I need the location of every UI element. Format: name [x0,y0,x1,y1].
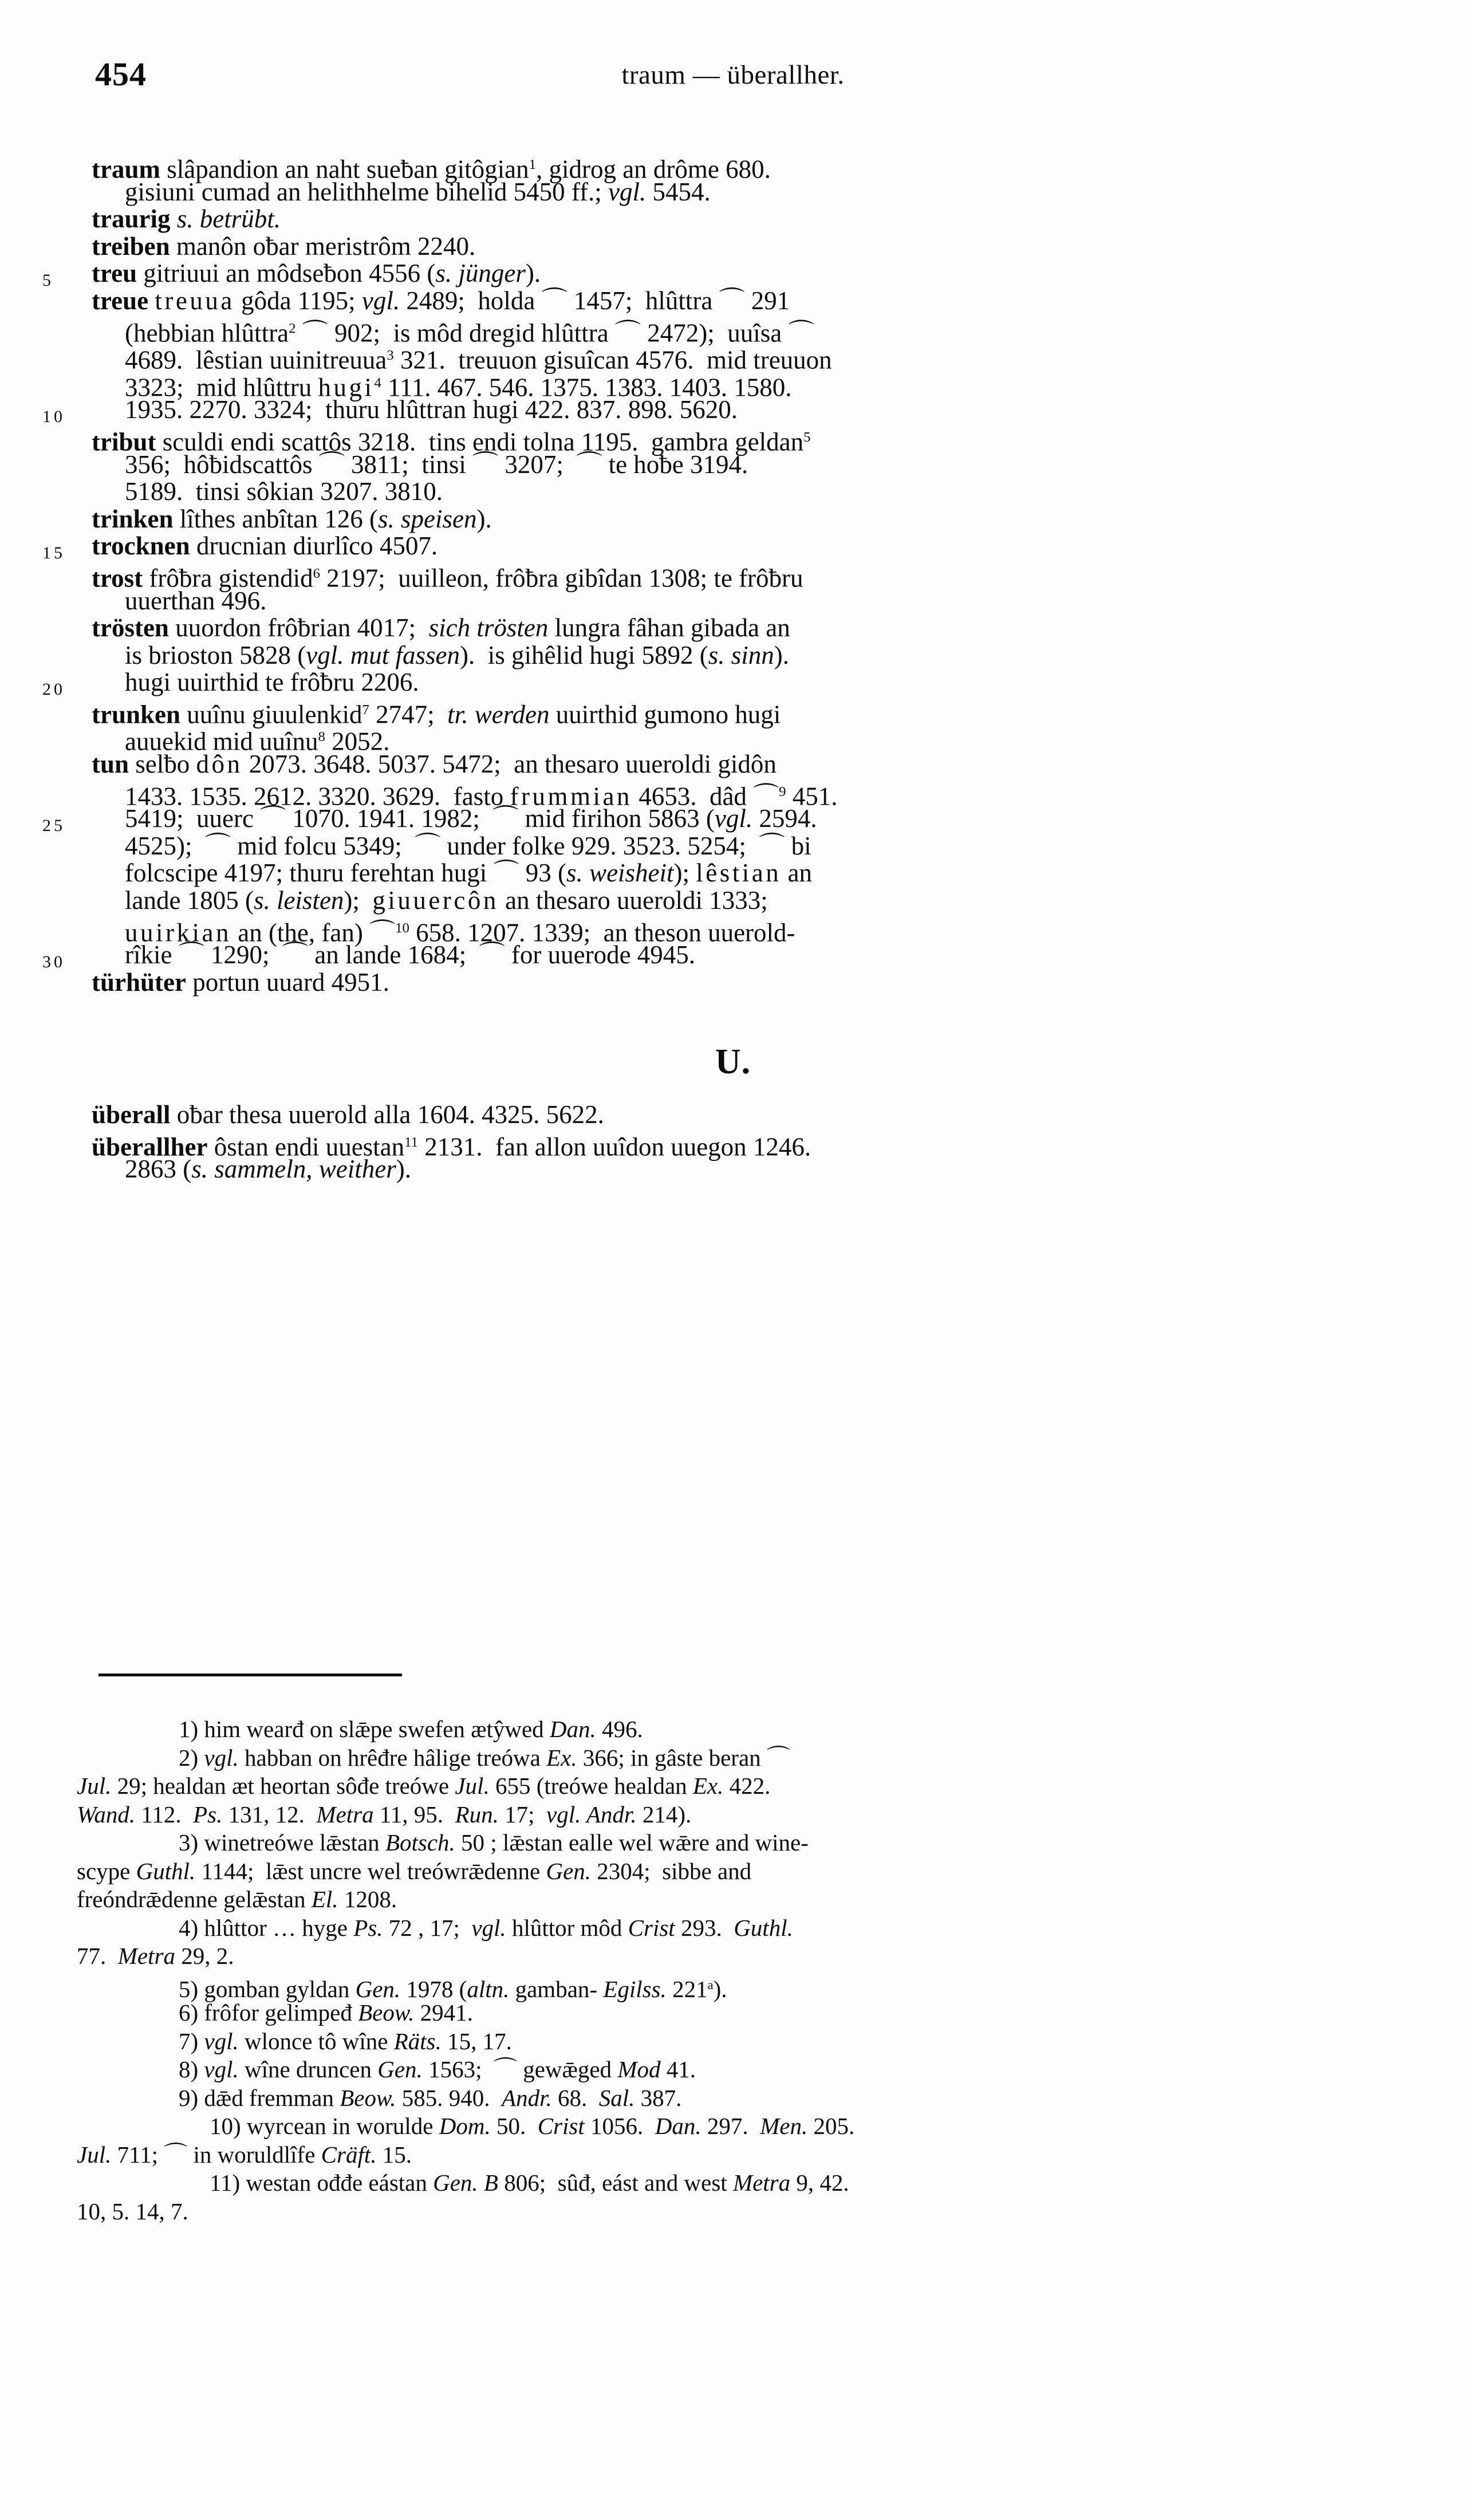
line-text: (hebbian hlûttra$^2$ ⌒ 902; is môd dregid hlûttra ⌒ 2472); uuîsa ⌒ [125,318,814,347]
footnote-line [0,2199,1466,2228]
line-text: tribut sculdi endi scattôs 3218. tins endi tolna 1195. gambra geldan$^5$ [92,427,811,456]
footnote-line [0,2086,1466,2115]
footnote-line [0,1746,1466,1774]
line-text: 5) gomban gyldan Gen. 1978 (altn. gamban- Egilss. 221$^a$). [179,1975,727,2002]
line-text: trinken lîthes anbîtan 126 (s. speisen). [92,504,492,533]
page-header [0,55,1466,95]
glossary-line [0,804,1466,836]
line-text: 3323; mid hlûttru hugi$^4$ 111. 467. 546. 1375. 1383. 1403. 1580. [125,373,792,402]
glossary-line [0,750,1466,781]
glossary-line [0,917,1466,947]
glossary-line [0,562,1466,593]
glossary-line [0,886,1466,917]
line-text: rîkie ⌒ 1290; ⌒ an lande 1684; ⌒ for uuerode 4945. [125,940,696,970]
line-text: trost frôƀra gistendid$^6$ 2197; uuilleon, frôƀra gibîdan 1308; te frôƀru [92,564,803,593]
line-text: 1935. 2270. 3324; thuru hlûttran hugi 422. 837. 898. 5620. [125,395,738,424]
line-text: überall oƀar thesa uuerold alla 1604. 4325. 5622. [92,1100,604,1129]
line-text: gisiuni cumad an helithhelme bihelid 5450 ff.; vgl. 5454. [125,177,711,206]
section-entries [0,1100,1466,1186]
line-text: freóndrǣdenne gelǣstan El. 1208. [77,1886,397,1912]
footnote-line [0,2114,1466,2143]
footnote-line [0,1802,1466,1831]
line-text: 1433. 1535. 2612. 3320. 3629. fasto frummian 4653. dâd ⌒$^9$ 451. [125,782,838,810]
glossary-line [0,531,1466,563]
footnote-line [0,1717,1466,1746]
line-text: hugi uuirthid te frôƀru 2206. [125,668,419,697]
footnote-line [0,2143,1466,2171]
line-text: 356; hôƀidscattôs ⌒ 3811; tinsi ⌒ 3207; ⌒ te hoƀe 3194. [125,450,748,479]
line-text: 6) frôfor gelimpeđ Beow. 2941. [179,1999,473,2026]
footnote-line [0,1859,1466,1888]
line-number: 10 [42,407,65,427]
glossary-line [0,450,1466,481]
glossary-line [0,613,1466,644]
line-text: trunken uuînu giuulenkid$^7$ 2747; tr. werden uuirthid gumono hugi [92,700,781,729]
glossary-line [0,259,1466,290]
line-text: trösten uuordon frôƀrian 4017; sich trösten lungra fâhan gibada an [92,613,790,643]
glossary-line [0,231,1466,263]
line-text: treue treuua gôda 1195; vgl. 2489; holda ⌒ 1457; hlûttra ⌒ 291 [92,286,790,315]
glossary-line [0,967,1466,999]
line-text: 1) him wearđ on slǣpe swefen ætŷwed Dan. 496. [179,1716,643,1742]
running-head: traum — überallher. [621,60,845,90]
footnote-line [0,1944,1466,1972]
glossary-line [0,426,1466,454]
footnote-separator-rule [98,1674,402,1676]
glossary-line [0,395,1466,427]
footnote-line [0,2057,1466,2086]
line-text: traurig s. betrübt. [92,204,281,234]
glossary-line [0,344,1466,375]
line-text: 10, 5. 14, 7. [77,2198,188,2224]
footnote-line [0,2001,1466,2029]
line-text: 8) vgl. wîne druncen Gen. 1563; ⌒ gewǣged Mod 41. [179,2056,696,2082]
footnote-line [0,2171,1466,2199]
glossary-line [0,699,1466,729]
footnote-line [0,1830,1466,1859]
glossary-line [0,668,1466,699]
footnote-line [0,2029,1466,2058]
glossary-line [0,831,1466,863]
line-text: Jul. 711; ⌒ in woruldlîfe Cräft. 15. [77,2141,412,2168]
section-entry-line [0,1100,1466,1131]
glossary-line [0,726,1466,756]
footnote-block [0,1717,1466,2227]
glossary-line [0,317,1466,345]
line-text: türhüter portun uuard 4951. [92,967,389,997]
line-text: Jul. 29; healdan æt heortan sôđe treówe Jul. 655 (treówe healdan Ex. 422. [77,1773,771,1799]
line-text: uuirkian an (the, fan) ⌒$^{10}$ 658. 1207. 1339; an theson uuerold- [125,918,795,947]
section-entry-line [0,1155,1466,1186]
section-letter-heading: U. [715,1042,751,1081]
line-text: 5189. tinsi sôkian 3207. 3810. [125,477,443,506]
line-text: 4) hlûttor … hyge Ps. 72 , 17; vgl. hlûttor môd Crist 293. Guthl. [179,1914,793,1941]
glossary-line [0,286,1466,317]
footnote-line [0,1887,1466,1916]
line-text: 77. Metra 29, 2. [77,1943,234,1969]
line-text: folcscipe 4197; thuru ferehtan hugi ⌒ 93 (s. weisheit); lêstian an [125,859,812,888]
line-text: tun selƀo dôn 2073. 3648. 5037. 5472; an thesaro uueroldi gidôn [92,750,777,779]
line-text: 3) winetreówe lǣstan Botsch. 50 ; lǣstan ealle wel wǣre and wine- [179,1829,809,1856]
line-number: 15 [42,544,65,563]
line-text: 5419; uuerc ⌒ 1070. 1941. 1982; ⌒ mid firihon 5863 (vgl. 2594. [125,804,817,833]
line-text: treiben manôn oƀar meristrôm 2240. [92,231,476,261]
line-text: traum slâpandion an naht sueƀan gitôgian$^1$, gidrog an drôme 680. [92,155,771,184]
glossary-line [0,640,1466,672]
glossary-line [0,859,1466,889]
footnote-line [0,1774,1466,1802]
line-text: 10) wyrcean in worulde Dom. 50. Crist 1056. Dan. 297. Men. 205. [210,2113,855,2139]
line-text: is brioston 5828 (vgl. mut fassen). is gihêlid hugi 5892 (s. sinn). [125,640,789,670]
glossary-line [0,153,1466,184]
line-text: überallher ôstan endi uuestan$^{11}$ 2131. fan allon uuîdon uuegon 1246. [92,1132,811,1161]
line-text: lande 1805 (s. leisten); giuuercôn an thesaro uueroldi 1333; [125,886,768,915]
line-text: 2863 (s. sammeln, weither). [125,1155,411,1184]
footnote-line [0,1972,1466,2001]
glossary-line [0,781,1466,808]
line-number: 30 [42,952,65,972]
line-number: 20 [42,680,65,699]
line-text: 4525); ⌒ mid folcu 5349; ⌒ under folke 929. 3523. 5254; ⌒ bi [125,831,811,860]
glossary-line [0,504,1466,536]
line-text: 2) vgl. habban on hrêđre hâlige treówa Ex. 366; in gâste beran ⌒ [179,1744,790,1771]
glossary-body [0,153,1466,998]
glossary-line [0,586,1466,617]
line-text: 7) vgl. wlonce tô wîne Räts. 15, 17. [179,2027,512,2054]
line-text: uuerthan 496. [125,586,267,615]
line-text: scype Guthl. 1144; lǣst uncre wel treówrǣdenne Gen. 2304; sibbe and [77,1857,752,1884]
line-text: 9) dǣd fremman Beow. 585. 940. Andr. 68. Sal. 387. [179,2084,682,2111]
line-text: Wand. 112. Ps. 131, 12. Metra 11, 95. Run. 17; vgl. Andr. 214). [77,1801,692,1828]
line-text: trocknen drucnian diurlîco 4507. [92,531,438,561]
line-text: 11) westan ođđe eástan Gen. B 806; sûđ, eást and west Metra 9, 42. [210,2169,849,2196]
line-text: 4689. lêstian uuinitreuua$^3$ 321. treuuon gisuîcan 4576. mid treuuon [125,345,832,375]
line-text: treu gitriuui an môdseƀon 4556 (s. jünger). [92,259,541,288]
glossary-line [0,204,1466,235]
line-number: 5 [42,271,54,290]
line-number: 25 [42,816,65,836]
footnote-line [0,1916,1466,1944]
page-number: 454 [95,56,147,93]
glossary-line [0,477,1466,508]
glossary-line [0,177,1466,208]
section-entry-line [0,1131,1466,1159]
line-text: auuekid mid uuînu$^8$ 2052. [125,727,390,756]
glossary-line [0,372,1466,402]
glossary-line [0,940,1466,972]
